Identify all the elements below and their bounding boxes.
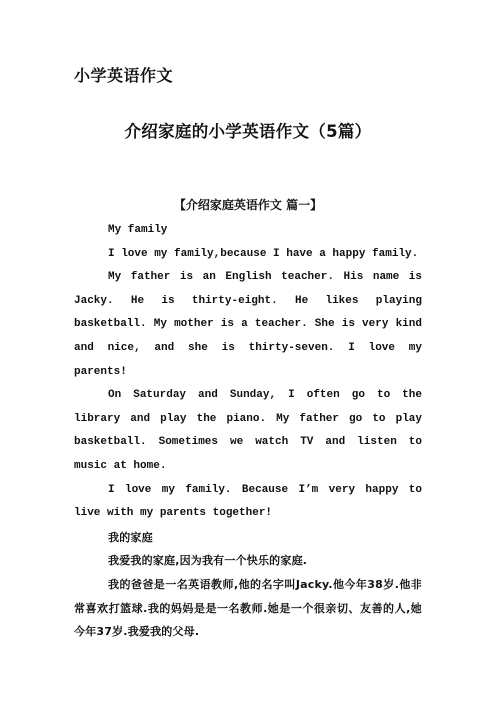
paragraph: I love my family. Because I’m very happy to live with my parents together! [74,483,422,520]
paragraph: My father is an English teacher. His name is Jacky. He is thirty-eight. He likes playing basketball. My mother is a teacher. She is very kind and nice, and she is thirty-seven. I love my parents! [74,271,422,378]
paragraph: 我的爸爸是一名英语教师,他的名字叫Jacky.他今年38岁.他非常喜欢打篮球.我的妈妈是是一名教师.她是一个很亲切、友善的人,她今年37岁.我爱我的父母. [74,577,422,639]
paragraph: I love my family,because I have a happy family. [108,247,419,260]
document-body [74,219,422,644]
paragraph: 我爱我的家庭,因为我有一个快乐的家庭. [108,554,308,568]
document-title: 介绍家庭的小学英语作文（5篇） [124,122,372,141]
document-header: 小学英语作文 [74,66,174,85]
essay-title-cn: 我的家庭 [108,530,153,544]
paragraph: On Saturday and Sunday, I often go to the library and play the piano. My father go to play basketball. Sometimes we watch TV and listen to music at home. [74,389,422,472]
essay-title-en: My family [108,224,168,236]
section-heading: 【介绍家庭英语作文 篇一】 [173,198,323,212]
